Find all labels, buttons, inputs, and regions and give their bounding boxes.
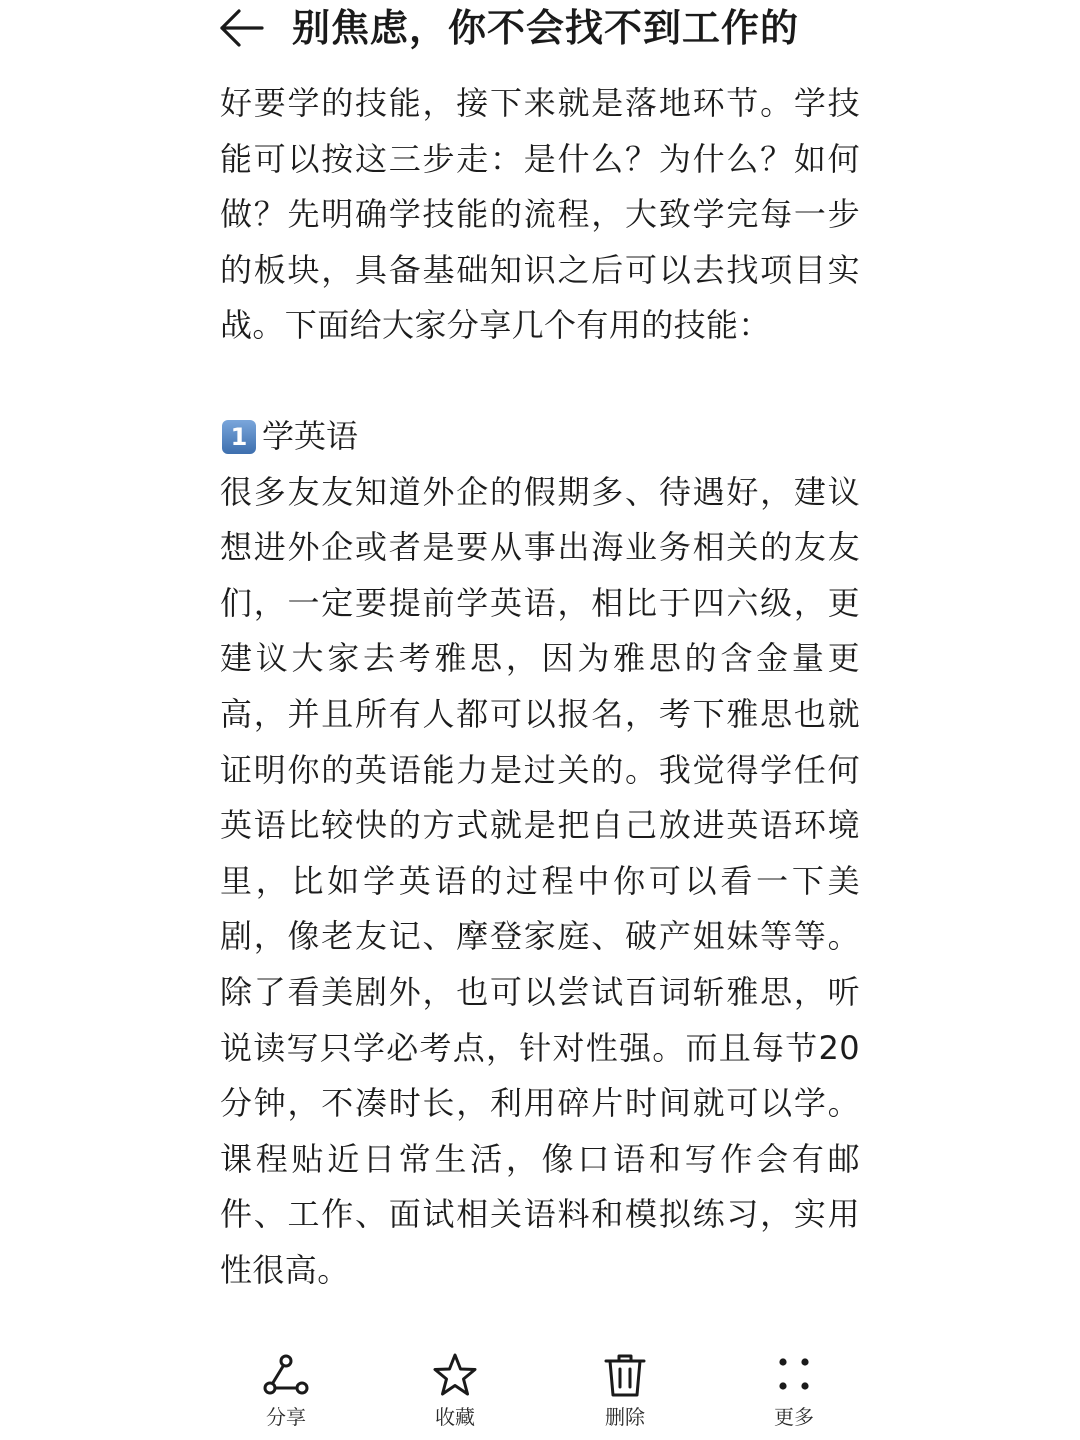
- page-title: 别焦虑，你不会找不到工作的: [292, 6, 800, 50]
- favorite-label: 收藏: [435, 1405, 475, 1429]
- delete-button[interactable]: [580, 1352, 670, 1436]
- share-icon: [260, 1352, 312, 1400]
- trash-icon: [599, 1352, 651, 1400]
- intro-paragraph: 好要学的技能，接下来就是落地环节。学技能可以按这三步走：是什么？为什么？如何做？先明确学技能的流程，大致学完每一步的板块，具备基础知识之后可以去找项目实战。下面给大家分享几个有用的技能：: [220, 84, 860, 345]
- star-icon: [429, 1352, 481, 1400]
- back-button[interactable]: [214, 6, 270, 50]
- section-title: 学英语: [262, 416, 359, 455]
- more-dots-icon: [768, 1352, 820, 1400]
- share-label: 分享: [266, 1405, 306, 1429]
- body-paragraph: 很多友友知道外企的假期多、待遇好，建议想进外企或者是要从事出海业务相关的友友们，一定要提前学英语，相比于四六级，更建议大家去考雅思，因为雅思的含金量更高，并且所有人都可以报名，考下雅思也就证明你的英语能力是过关的。我觉得学任何英语比较快的方式就是把自己放进英语环境里，比如学英语的过程中你可以看一下美剧，像老友记、摩登家庭、破产姐妹等等。除了看美剧外，也可以尝试百词斩雅思，听说读写只学必考点，针对性强。而且每节20分钟，不凑时长，利用碎片时间就可以学。课程贴近日常生活，像口语和写作会有邮件、工作、面试相关语料和模拟练习，实用性很高。: [220, 472, 860, 1289]
- section-heading: [220, 409, 860, 465]
- article-content: [220, 76, 860, 1298]
- top-header: [0, 0, 1080, 62]
- share-button[interactable]: [241, 1352, 331, 1436]
- number-one-badge-icon: 1: [222, 420, 256, 454]
- arrow-left-icon: [214, 6, 270, 50]
- more-label: 更多: [774, 1405, 814, 1429]
- favorite-button[interactable]: [410, 1352, 500, 1436]
- delete-label: 删除: [605, 1405, 645, 1429]
- more-button[interactable]: [749, 1352, 839, 1436]
- bottom-action-bar: [0, 1340, 1080, 1440]
